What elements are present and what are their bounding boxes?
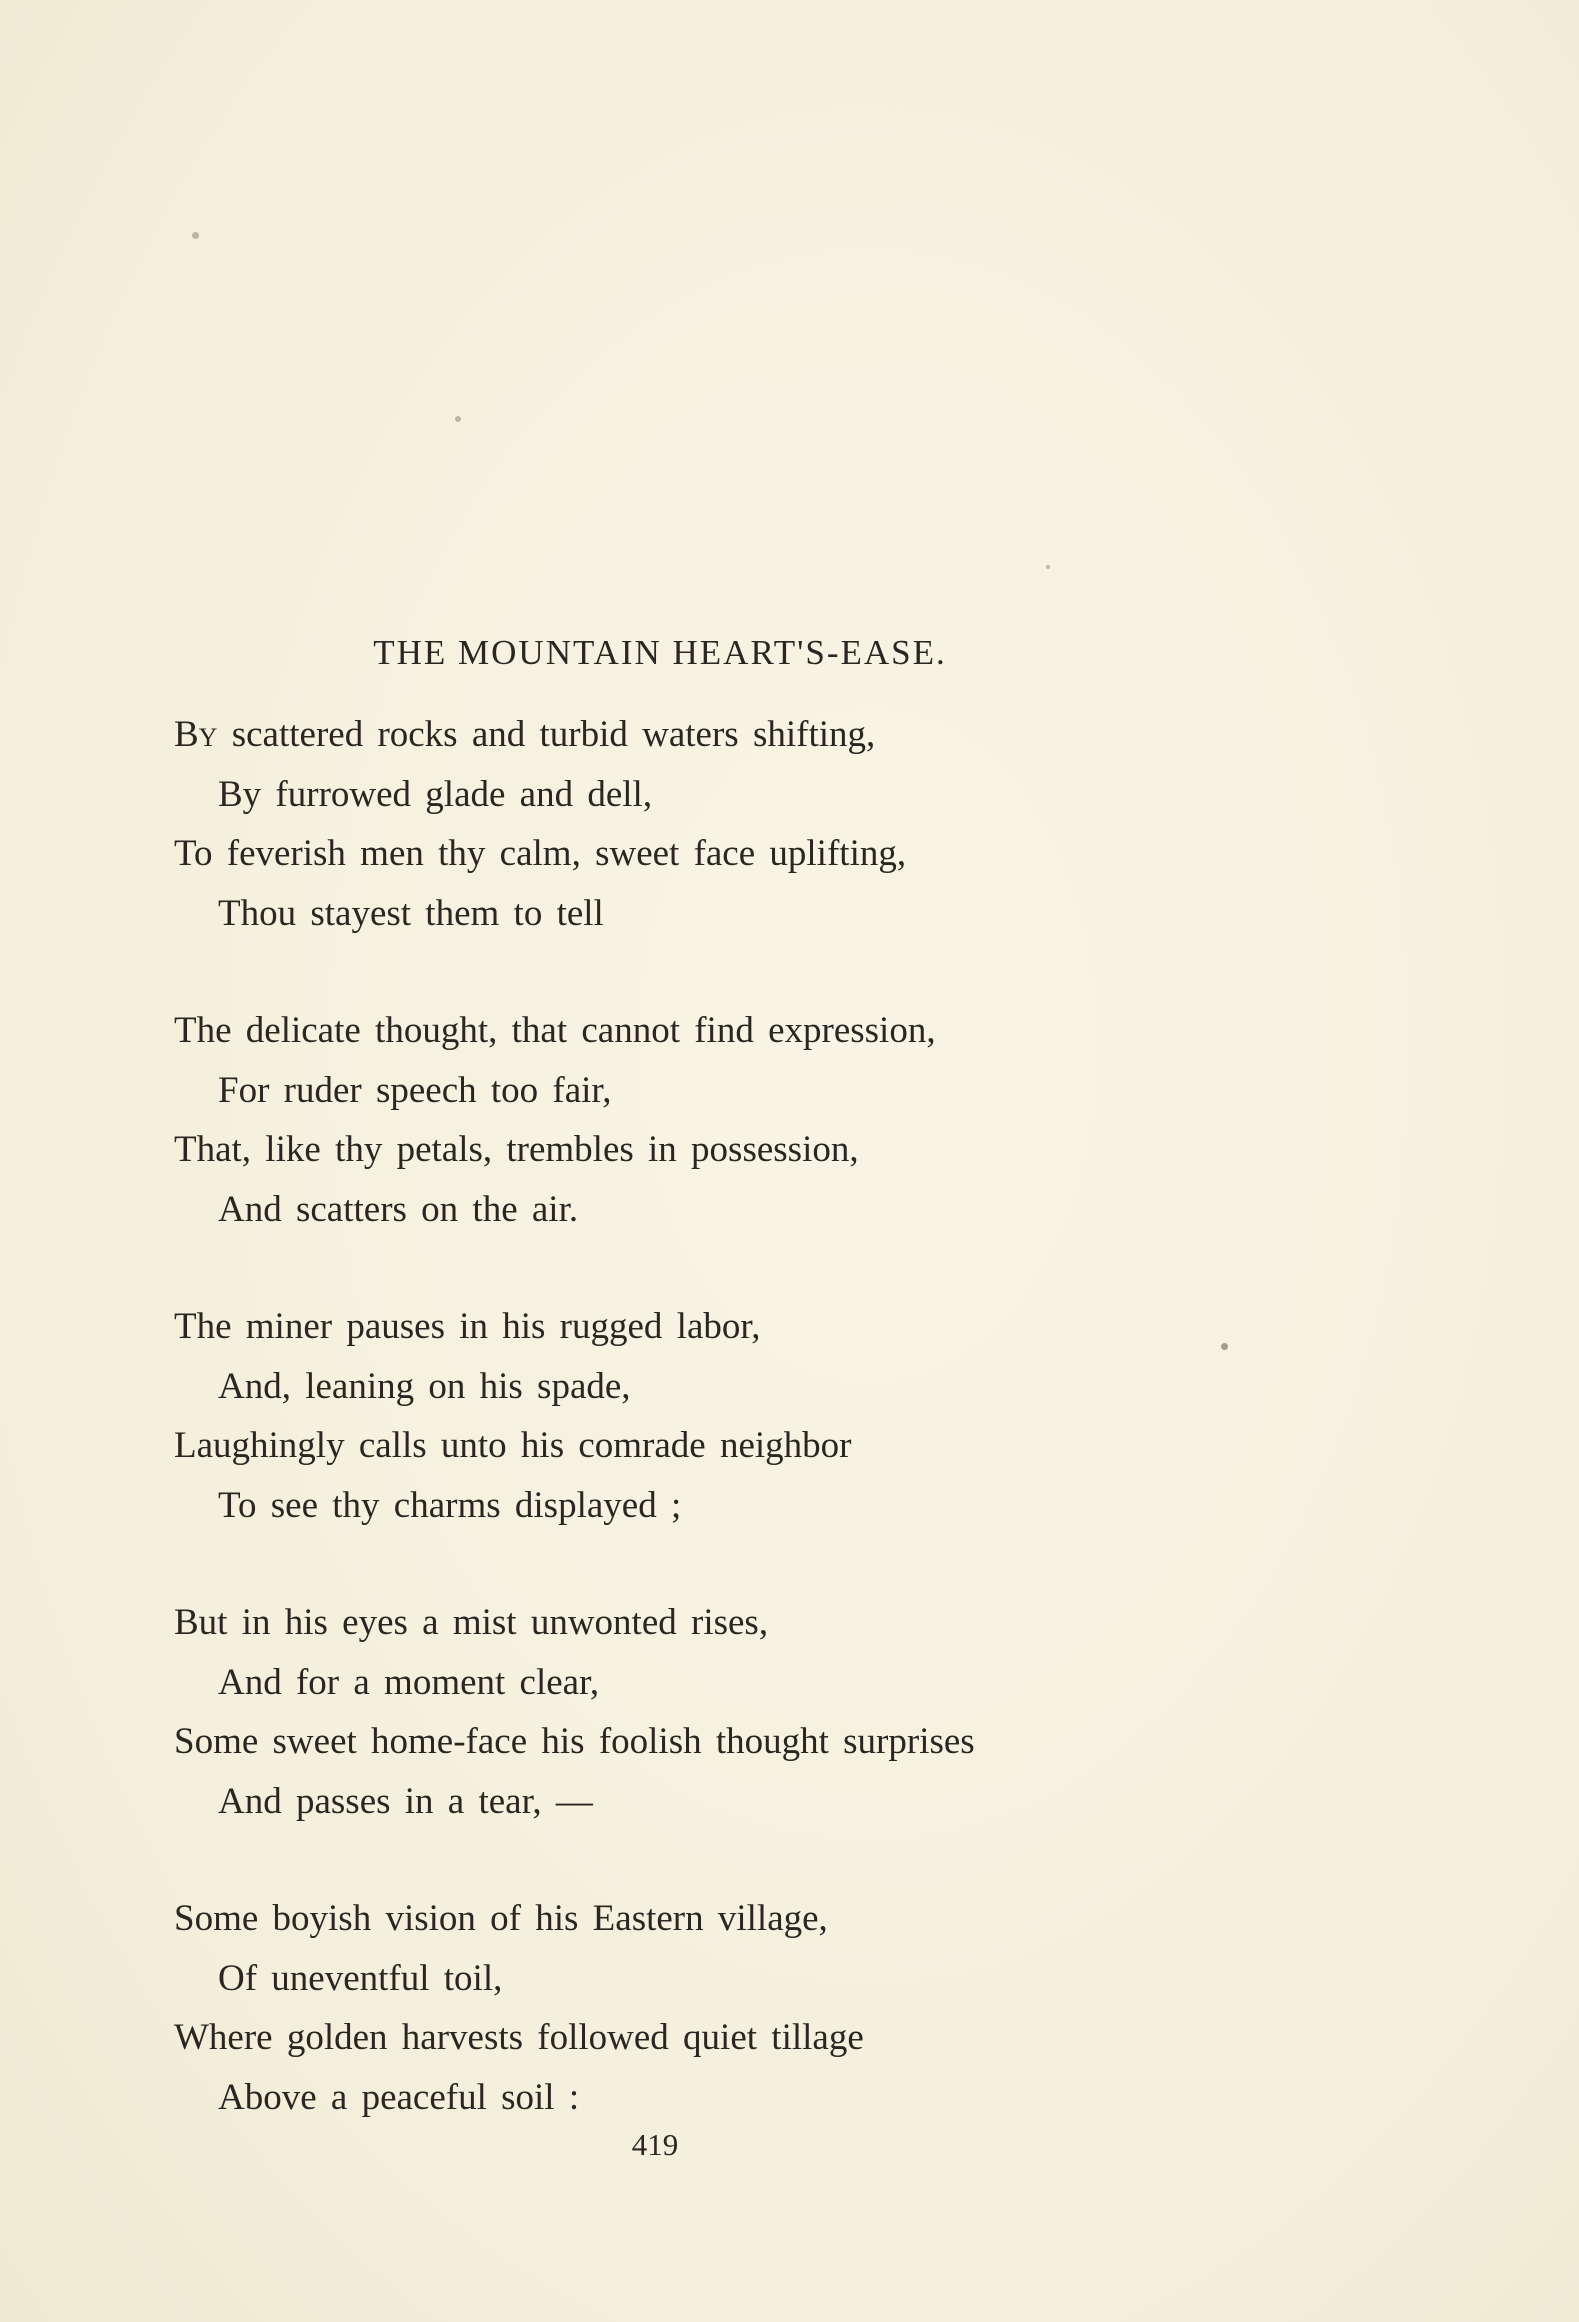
poem-body [174, 705, 1394, 2185]
poem-line: Some sweet home-face his foolish thought surprises [174, 1721, 975, 1762]
stanza-3 [174, 1297, 1394, 1535]
poem-line: To see thy charms displayed ; [218, 1484, 682, 1526]
poem-line: Above a peaceful soil : [218, 2076, 580, 2118]
poem-line: And for a moment clear, [218, 1661, 600, 1703]
page-number: 419 [631, 2127, 679, 2162]
stanza-1 [174, 705, 1394, 943]
poem-line: That, like thy petals, trembles in possession, [174, 1129, 859, 1170]
poem-title: THE MOUNTAIN HEART'S-EASE. [373, 633, 947, 672]
paper-speck [192, 232, 199, 239]
first-word: By [174, 714, 218, 755]
poem-line: By furrowed glade and dell, [218, 773, 653, 815]
poem-line: And scatters on the air. [218, 1188, 579, 1230]
poem-line: The delicate thought, that cannot find expression, [174, 1010, 936, 1051]
poem-line: But in his eyes a mist unwonted rises, [174, 1602, 769, 1643]
line-text: scattered rocks and turbid waters shifting, [217, 714, 876, 755]
poem-line: For ruder speech too fair, [218, 1069, 612, 1111]
poem-line: Where golden harvests followed quiet tillage [174, 2017, 864, 2058]
poem-line: Thou stayest them to tell [218, 892, 604, 934]
poem-line: The miner pauses in his rugged labor, [174, 1306, 761, 1347]
paper-speck [1046, 565, 1050, 569]
poem-line: To feverish men thy calm, sweet face uplifting, [174, 833, 907, 874]
poem-line: Some boyish vision of his Eastern village, [174, 1898, 828, 1939]
stanza-5 [174, 1889, 1394, 2127]
poem-line: Of uneventful toil, [218, 1957, 503, 1999]
poem-line [174, 705, 1394, 765]
poem-line: And, leaning on his spade, [218, 1365, 631, 1407]
stanza-4 [174, 1593, 1394, 1831]
poem-line: And passes in a tear, — [218, 1780, 593, 1822]
poem-line: Laughingly calls unto his comrade neighbor [174, 1425, 852, 1466]
stanza-2 [174, 1001, 1394, 1239]
paper-speck [455, 416, 461, 422]
